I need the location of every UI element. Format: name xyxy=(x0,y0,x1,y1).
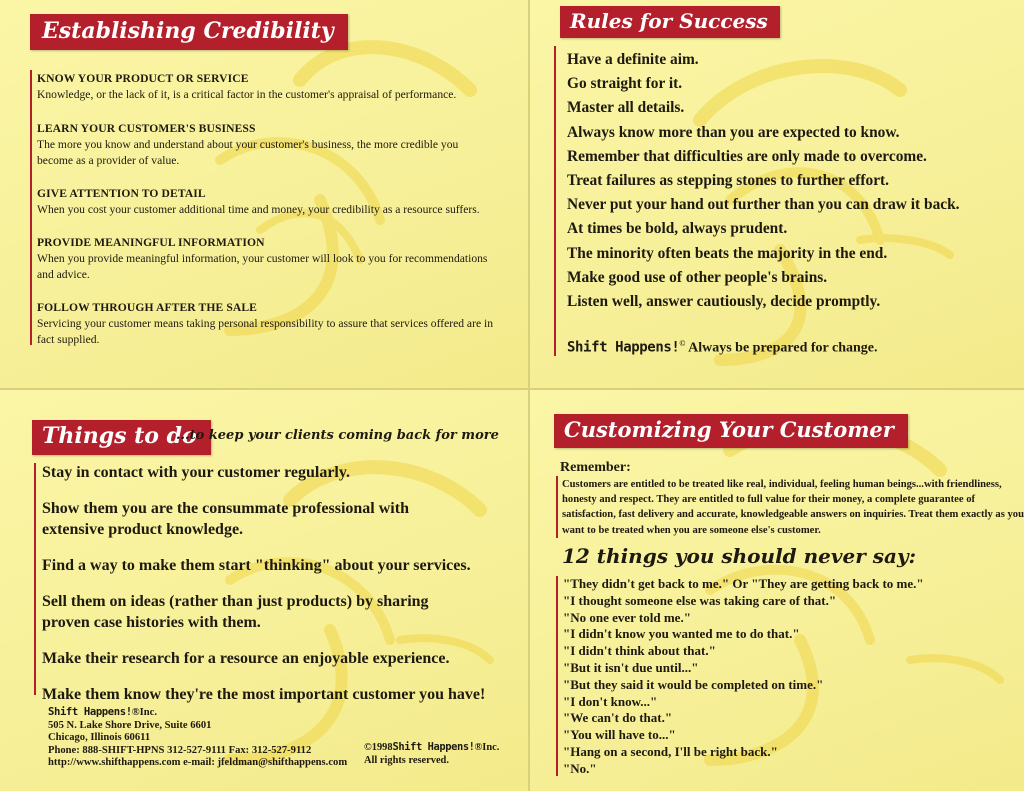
copyright-year: ©1998 xyxy=(364,742,393,753)
accent-bar xyxy=(556,476,558,538)
address-line: 505 N. Lake Shore Drive, Suite 6601 xyxy=(48,719,212,731)
section-learn-business xyxy=(37,121,507,169)
copyright-mark: © xyxy=(679,339,686,348)
things-to-do-card xyxy=(0,390,528,791)
accent-bar xyxy=(34,463,36,695)
list-item: "I didn't think about that." xyxy=(563,643,716,659)
brand-name: Shift Happens! xyxy=(48,706,132,718)
list-item: "You will have to..." xyxy=(563,727,676,743)
section-text: The more you know and understand about your customer's business, the more credible you become as a provider of value. xyxy=(37,138,459,167)
section-follow-through xyxy=(37,300,507,348)
list-item: "They didn't get back to me." Or "They are getting back to me." xyxy=(563,576,924,591)
company-address xyxy=(48,706,347,770)
rule-item: Always know more than you are expected to know. xyxy=(567,123,900,141)
rule-item: Never put your hand out further than you can draw it back. xyxy=(567,196,960,214)
list-item: Make them know they're the most important customer you have! xyxy=(42,686,486,703)
copyright-notice xyxy=(364,741,499,767)
brand-name: Shift Happens! xyxy=(392,741,475,753)
section-heading: KNOW YOUR PRODUCT OR SERVICE xyxy=(37,72,249,85)
banner-title: Rules for Success xyxy=(560,6,780,38)
accent-bar xyxy=(556,576,558,776)
never-say-list xyxy=(563,576,924,778)
list-item: "No." xyxy=(563,760,597,776)
accent-bar xyxy=(554,46,556,356)
rule-item: Remember that difficulties are only made to overcome. xyxy=(567,147,927,165)
rule-item: At times be bold, always prudent. xyxy=(567,220,788,238)
section-attention-detail xyxy=(37,186,507,218)
list-item: "I don't know..." xyxy=(563,693,658,709)
list-item: "But it isn't due until..." xyxy=(563,659,699,675)
section-text: Knowledge, or the lack of it, is a critical factor in the customer's appraisal of performance. xyxy=(37,88,457,101)
brand-suffix: ®Inc. xyxy=(474,742,500,753)
footer-text: Always be prepared for change. xyxy=(688,340,878,356)
brand-name: Shift Happens! xyxy=(567,339,680,356)
customer-body-text: Customers are entitled to be treated like real, individual, feeling human beings...with friendliness, honesty and respect. They are entitled to full value for their money, a complete guarantee of satisfaction, fast delivery and accurate, knowledgeable answers on inquiries. Treat them exactly as you want to be treated when you are someone else's customer. xyxy=(562,479,1024,536)
rule-item: Master all details. xyxy=(567,99,685,117)
phone-line: Phone: 888-SHIFT-HPNS 312-527-9111 Fax: 312-527-9112 xyxy=(48,744,312,756)
accent-bar xyxy=(30,70,32,345)
list-item: Sell them on ideas (rather than just products) by sharing proven case histories with them. xyxy=(42,593,429,631)
establishing-credibility-card xyxy=(0,0,528,388)
web-email-line: http://www.shifthappens.com e-mail: jfeldman@shifthappens.com xyxy=(48,757,348,769)
fold-line-horizontal xyxy=(0,388,1024,390)
list-item: Find a way to make them start "thinking" about your services. xyxy=(42,557,471,574)
customizing-customer-card xyxy=(530,390,1024,791)
remember-heading: Remember: xyxy=(560,460,631,475)
address-line: Chicago, Illinois 60611 xyxy=(48,732,151,744)
rule-item: Make good use of other people's brains. xyxy=(567,268,828,286)
banner-title: Establishing Credibility xyxy=(30,14,348,50)
banner-title: Things to do xyxy=(32,420,211,455)
list-item: "Hang on a second, I'll be right back." xyxy=(563,743,778,759)
section-heading: PROVIDE MEANINGFUL INFORMATION xyxy=(37,236,265,249)
list-item: Make their research for a resource an enjoyable experience. xyxy=(42,650,450,667)
list-item: Show them you are the consummate professional with extensive product knowledge. xyxy=(42,500,409,538)
never-say-heading: 12 things you should never say: xyxy=(562,544,916,568)
rule-item: The minority often beats the majority in the end. xyxy=(567,244,888,262)
list-item: "I thought someone else was taking care of that." xyxy=(563,592,837,608)
rules-footer xyxy=(567,339,878,357)
list-item: "No one ever told me." xyxy=(563,609,691,625)
section-text: Servicing your customer means taking personal responsibility to assure that services offered are in fact supplied. xyxy=(37,317,493,346)
rights-line: All rights reserved. xyxy=(364,754,449,766)
section-text: When you provide meaningful information, your customer will look to you for recommendations and advice. xyxy=(37,252,488,281)
section-meaningful-info xyxy=(37,235,507,283)
things-list xyxy=(42,462,512,720)
section-heading: FOLLOW THROUGH AFTER THE SALE xyxy=(37,301,258,314)
list-item: "I didn't know you wanted me to do that." xyxy=(563,626,800,642)
section-heading: LEARN YOUR CUSTOMER'S BUSINESS xyxy=(37,122,256,135)
rules-for-success-card xyxy=(530,0,1024,388)
fold-line-vertical xyxy=(528,0,530,791)
banner-subtitle: ...to keep your clients coming back for more xyxy=(176,428,499,443)
section-text: When you cost your customer additional time and money, your credibility as a resource suffers. xyxy=(37,203,480,216)
banner-title: Customizing Your Customer xyxy=(554,414,908,448)
list-item: "We can't do that." xyxy=(563,710,673,726)
rule-item: Listen well, answer cautiously, decide promptly. xyxy=(567,293,881,311)
rules-list xyxy=(567,48,960,314)
rule-item: Have a definite aim. xyxy=(567,51,699,68)
list-item: "But they said it would be completed on time." xyxy=(563,676,824,692)
rule-item: Treat failures as stepping stones to further effort. xyxy=(567,172,890,190)
rule-item: Go straight for it. xyxy=(567,75,683,93)
section-heading: GIVE ATTENTION TO DETAIL xyxy=(37,187,206,200)
section-know-product xyxy=(37,71,507,103)
brand-suffix: ®Inc. xyxy=(131,707,157,718)
list-item: Stay in contact with your customer regularly. xyxy=(42,464,350,481)
